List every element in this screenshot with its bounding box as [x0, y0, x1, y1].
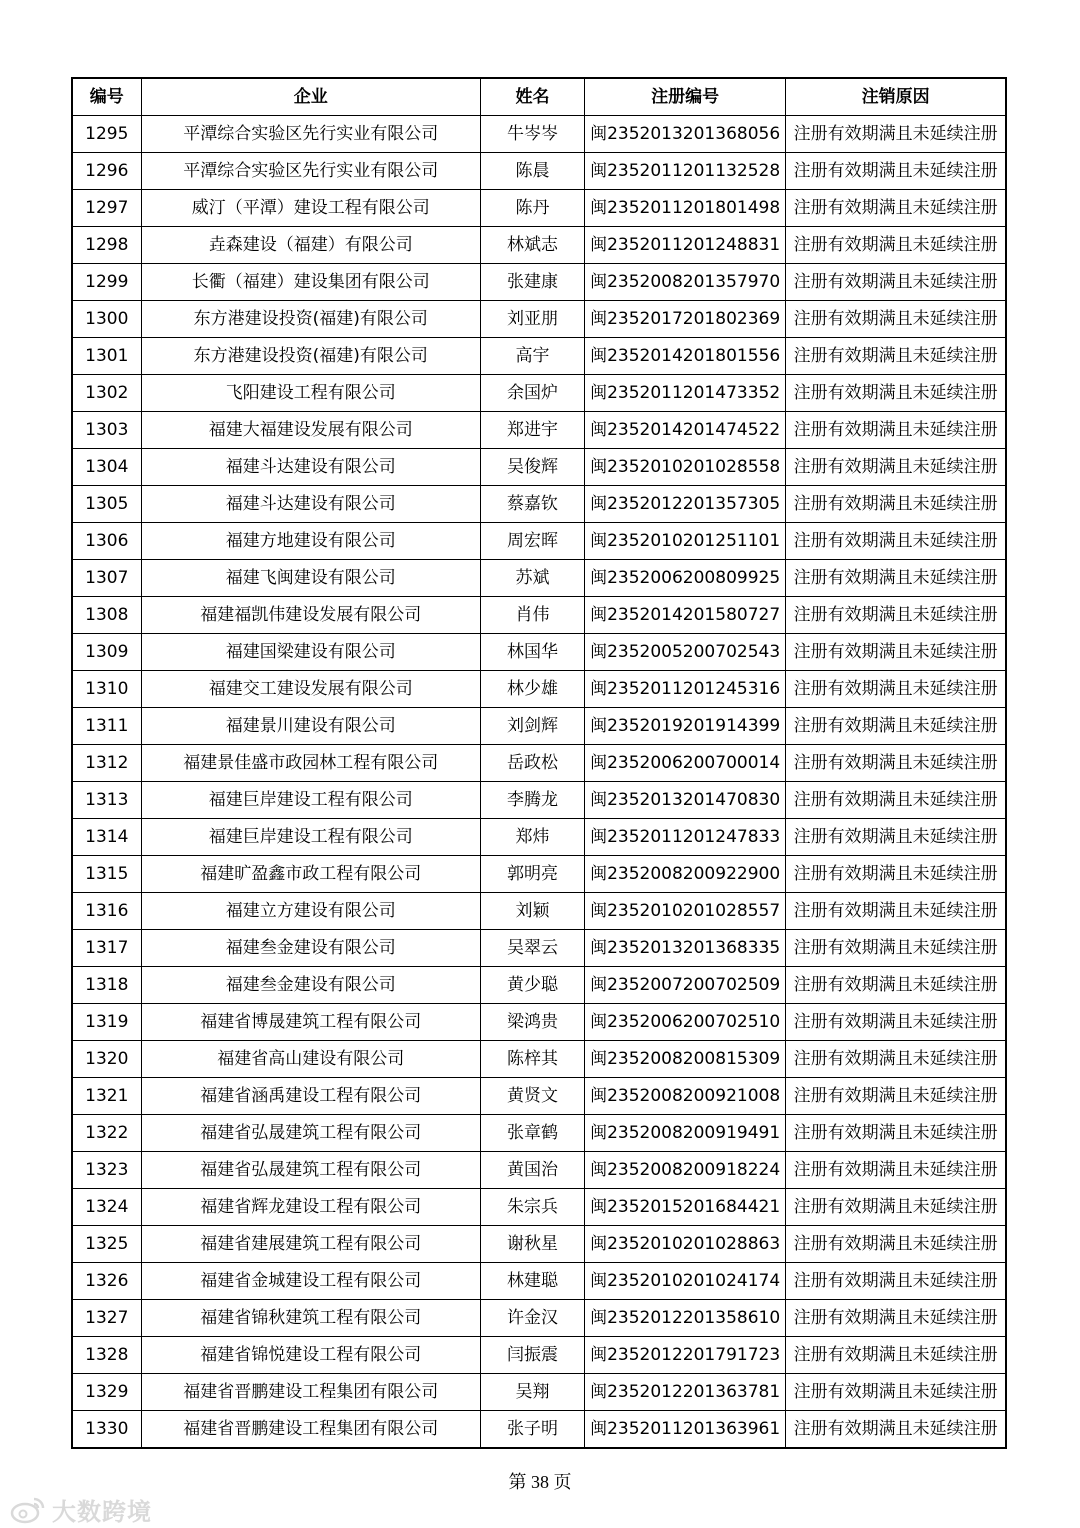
cell-registration-number: 闽2352014201580727 — [585, 597, 786, 634]
cell-number: 1296 — [72, 153, 141, 190]
cell-cancellation-reason: 注册有效期满且未延续注册 — [786, 116, 1006, 153]
cell-company: 福建巨岸建设工程有限公司 — [141, 819, 480, 856]
cell-company: 福建省建展建筑工程有限公司 — [141, 1226, 480, 1263]
cell-number: 1320 — [72, 1041, 141, 1078]
cell-cancellation-reason: 注册有效期满且未延续注册 — [786, 449, 1006, 486]
cell-number: 1326 — [72, 1263, 141, 1300]
cell-company: 福建省晋鹏建设工程集团有限公司 — [141, 1411, 480, 1449]
cell-company: 福建方地建设有限公司 — [141, 523, 480, 560]
table-row — [72, 227, 1006, 264]
cell-company: 福建省弘晟建筑工程有限公司 — [141, 1152, 480, 1189]
cell-number: 1304 — [72, 449, 141, 486]
cell-number: 1309 — [72, 634, 141, 671]
cell-cancellation-reason: 注册有效期满且未延续注册 — [786, 1115, 1006, 1152]
cell-cancellation-reason: 注册有效期满且未延续注册 — [786, 153, 1006, 190]
cell-registration-number: 闽2352008200918224 — [585, 1152, 786, 1189]
cell-cancellation-reason: 注册有效期满且未延续注册 — [786, 708, 1006, 745]
table-row — [72, 486, 1006, 523]
table-row — [72, 412, 1006, 449]
cell-number: 1324 — [72, 1189, 141, 1226]
cell-name: 刘亚朋 — [480, 301, 584, 338]
cell-name: 刘剑辉 — [480, 708, 584, 745]
table-row — [72, 597, 1006, 634]
weibo-icon — [10, 1496, 46, 1524]
cell-cancellation-reason: 注册有效期满且未延续注册 — [786, 1041, 1006, 1078]
table-row — [72, 1263, 1006, 1300]
cell-company: 平潭综合实验区先行实业有限公司 — [141, 116, 480, 153]
watermark — [10, 1492, 152, 1527]
table-row — [72, 819, 1006, 856]
cell-company: 福建叁金建设有限公司 — [141, 967, 480, 1004]
cell-company: 福建景佳盛市政园林工程有限公司 — [141, 745, 480, 782]
cell-company: 威汀（平潭）建设工程有限公司 — [141, 190, 480, 227]
cell-name: 李腾龙 — [480, 782, 584, 819]
cell-name: 林建聪 — [480, 1263, 584, 1300]
cell-name: 梁鸿贵 — [480, 1004, 584, 1041]
cell-number: 1312 — [72, 745, 141, 782]
cell-number: 1311 — [72, 708, 141, 745]
cell-name: 张子明 — [480, 1411, 584, 1449]
table-row — [72, 671, 1006, 708]
cell-registration-number: 闽2352011201245316 — [585, 671, 786, 708]
cell-registration-number: 闽2352012201363781 — [585, 1374, 786, 1411]
cell-number: 1328 — [72, 1337, 141, 1374]
cell-name: 吴翠云 — [480, 930, 584, 967]
cell-number: 1308 — [72, 597, 141, 634]
cell-name: 刘颖 — [480, 893, 584, 930]
cell-registration-number: 闽2352014201474522 — [585, 412, 786, 449]
cell-registration-number: 闽2352010201028863 — [585, 1226, 786, 1263]
table-row — [72, 893, 1006, 930]
cell-registration-number: 闽2352012201357305 — [585, 486, 786, 523]
cell-cancellation-reason: 注册有效期满且未延续注册 — [786, 412, 1006, 449]
table-row — [72, 1337, 1006, 1374]
cell-number: 1298 — [72, 227, 141, 264]
cell-name: 陈丹 — [480, 190, 584, 227]
table-row — [72, 1374, 1006, 1411]
cell-registration-number: 闽2352006200809925 — [585, 560, 786, 597]
cell-company: 平潭综合实验区先行实业有限公司 — [141, 153, 480, 190]
cell-cancellation-reason: 注册有效期满且未延续注册 — [786, 1411, 1006, 1449]
cell-registration-number: 闽2352011201363961 — [585, 1411, 786, 1449]
cell-name: 吴翔 — [480, 1374, 584, 1411]
cell-cancellation-reason: 注册有效期满且未延续注册 — [786, 1004, 1006, 1041]
table-row — [72, 1078, 1006, 1115]
cell-company: 福建大福建设发展有限公司 — [141, 412, 480, 449]
deregistration-table — [71, 77, 1007, 1449]
cell-cancellation-reason: 注册有效期满且未延续注册 — [786, 1152, 1006, 1189]
cell-registration-number: 闽2352008200919491 — [585, 1115, 786, 1152]
cell-registration-number: 闽2352010201028557 — [585, 893, 786, 930]
table-header — [72, 78, 1006, 116]
cell-cancellation-reason: 注册有效期满且未延续注册 — [786, 745, 1006, 782]
page-number: 第 38 页 — [508, 1472, 572, 1492]
cell-cancellation-reason: 注册有效期满且未延续注册 — [786, 301, 1006, 338]
cell-number: 1319 — [72, 1004, 141, 1041]
table-row — [72, 190, 1006, 227]
cell-company: 福建飞闽建设有限公司 — [141, 560, 480, 597]
cell-name: 周宏晖 — [480, 523, 584, 560]
cell-registration-number: 闽2352011201247833 — [585, 819, 786, 856]
cell-company: 福建省高山建设有限公司 — [141, 1041, 480, 1078]
cell-cancellation-reason: 注册有效期满且未延续注册 — [786, 782, 1006, 819]
cell-registration-number: 闽2352011201248831 — [585, 227, 786, 264]
cell-name: 牛岑岑 — [480, 116, 584, 153]
cell-name: 郑炜 — [480, 819, 584, 856]
table-row — [72, 338, 1006, 375]
cell-cancellation-reason: 注册有效期满且未延续注册 — [786, 1300, 1006, 1337]
header-company: 企业 — [141, 78, 480, 116]
cell-name: 陈晨 — [480, 153, 584, 190]
cell-registration-number: 闽2352010201028558 — [585, 449, 786, 486]
cell-name: 张章鹤 — [480, 1115, 584, 1152]
cell-number: 1313 — [72, 782, 141, 819]
table-row — [72, 1300, 1006, 1337]
cell-name: 余国炉 — [480, 375, 584, 412]
header-cancellation-reason: 注销原因 — [786, 78, 1006, 116]
table-row — [72, 634, 1006, 671]
cell-company: 东方港建设投资(福建)有限公司 — [141, 301, 480, 338]
cell-company: 东方港建设投资(福建)有限公司 — [141, 338, 480, 375]
cell-registration-number: 闽2352005200702543 — [585, 634, 786, 671]
cell-number: 1330 — [72, 1411, 141, 1449]
cell-number: 1307 — [72, 560, 141, 597]
cell-cancellation-reason: 注册有效期满且未延续注册 — [786, 227, 1006, 264]
table-row — [72, 301, 1006, 338]
cell-cancellation-reason: 注册有效期满且未延续注册 — [786, 1078, 1006, 1115]
cell-cancellation-reason: 注册有效期满且未延续注册 — [786, 523, 1006, 560]
table-row — [72, 967, 1006, 1004]
cell-registration-number: 闽2352014201801556 — [585, 338, 786, 375]
cell-registration-number: 闽2352010201024174 — [585, 1263, 786, 1300]
cell-number: 1301 — [72, 338, 141, 375]
cell-cancellation-reason: 注册有效期满且未延续注册 — [786, 856, 1006, 893]
cell-company: 长衢（福建）建设集团有限公司 — [141, 264, 480, 301]
cell-name: 张建康 — [480, 264, 584, 301]
cell-company: 福建省弘晟建筑工程有限公司 — [141, 1115, 480, 1152]
cell-cancellation-reason: 注册有效期满且未延续注册 — [786, 930, 1006, 967]
cell-company: 福建省金城建设工程有限公司 — [141, 1263, 480, 1300]
table-row — [72, 1189, 1006, 1226]
cell-cancellation-reason: 注册有效期满且未延续注册 — [786, 1374, 1006, 1411]
cell-name: 郭明亮 — [480, 856, 584, 893]
cell-number: 1303 — [72, 412, 141, 449]
cell-number: 1315 — [72, 856, 141, 893]
cell-cancellation-reason: 注册有效期满且未延续注册 — [786, 486, 1006, 523]
cell-registration-number: 闽2352015201684421 — [585, 1189, 786, 1226]
cell-name: 苏斌 — [480, 560, 584, 597]
header-number: 编号 — [72, 78, 141, 116]
table-row — [72, 264, 1006, 301]
table-row — [72, 1041, 1006, 1078]
cell-registration-number: 闽2352017201802369 — [585, 301, 786, 338]
table-row — [72, 856, 1006, 893]
cell-cancellation-reason: 注册有效期满且未延续注册 — [786, 967, 1006, 1004]
cell-name: 闫振震 — [480, 1337, 584, 1374]
cell-name: 郑进宇 — [480, 412, 584, 449]
cell-cancellation-reason: 注册有效期满且未延续注册 — [786, 671, 1006, 708]
cell-name: 林斌志 — [480, 227, 584, 264]
watermark-text: 大数跨境 — [52, 1498, 152, 1526]
cell-company: 福建斗达建设有限公司 — [141, 486, 480, 523]
cell-registration-number: 闽2352011201132528 — [585, 153, 786, 190]
cell-cancellation-reason: 注册有效期满且未延续注册 — [786, 338, 1006, 375]
table-row — [72, 1004, 1006, 1041]
cell-registration-number: 闽2352007200702509 — [585, 967, 786, 1004]
cell-number: 1302 — [72, 375, 141, 412]
header-registration-number: 注册编号 — [585, 78, 786, 116]
cell-company: 飞阳建设工程有限公司 — [141, 375, 480, 412]
cell-cancellation-reason: 注册有效期满且未延续注册 — [786, 375, 1006, 412]
cell-registration-number: 闽2352008200921008 — [585, 1078, 786, 1115]
cell-name: 谢秋星 — [480, 1226, 584, 1263]
cell-cancellation-reason: 注册有效期满且未延续注册 — [786, 1226, 1006, 1263]
table-row — [72, 1226, 1006, 1263]
cell-registration-number: 闽2352012201358610 — [585, 1300, 786, 1337]
cell-number: 1314 — [72, 819, 141, 856]
cell-name: 黄贤文 — [480, 1078, 584, 1115]
cell-registration-number: 闽2352011201473352 — [585, 375, 786, 412]
cell-number: 1327 — [72, 1300, 141, 1337]
table-row — [72, 930, 1006, 967]
cell-registration-number: 闽2352013201368056 — [585, 116, 786, 153]
header-row — [72, 78, 1006, 116]
cell-company: 福建景川建设有限公司 — [141, 708, 480, 745]
cell-number: 1306 — [72, 523, 141, 560]
cell-number: 1321 — [72, 1078, 141, 1115]
cell-number: 1318 — [72, 967, 141, 1004]
table-row — [72, 1152, 1006, 1189]
cell-number: 1305 — [72, 486, 141, 523]
cell-cancellation-reason: 注册有效期满且未延续注册 — [786, 190, 1006, 227]
cell-name: 林少雄 — [480, 671, 584, 708]
cell-company: 福建省晋鹏建设工程集团有限公司 — [141, 1374, 480, 1411]
cell-name: 高宇 — [480, 338, 584, 375]
table-row — [72, 153, 1006, 190]
table-row — [72, 708, 1006, 745]
table-row — [72, 1115, 1006, 1152]
header-name: 姓名 — [480, 78, 584, 116]
cell-cancellation-reason: 注册有效期满且未延续注册 — [786, 264, 1006, 301]
cell-cancellation-reason: 注册有效期满且未延续注册 — [786, 1189, 1006, 1226]
cell-number: 1300 — [72, 301, 141, 338]
cell-company: 福建立方建设有限公司 — [141, 893, 480, 930]
cell-company: 垚森建设（福建）有限公司 — [141, 227, 480, 264]
table-body — [72, 116, 1006, 1449]
table-row — [72, 560, 1006, 597]
cell-name: 黄国治 — [480, 1152, 584, 1189]
cell-company: 福建省辉龙建设工程有限公司 — [141, 1189, 480, 1226]
cell-name: 肖伟 — [480, 597, 584, 634]
cell-name: 吴俊辉 — [480, 449, 584, 486]
cell-cancellation-reason: 注册有效期满且未延续注册 — [786, 597, 1006, 634]
cell-company: 福建省博晟建筑工程有限公司 — [141, 1004, 480, 1041]
cell-cancellation-reason: 注册有效期满且未延续注册 — [786, 634, 1006, 671]
cell-registration-number: 闽2352012201791723 — [585, 1337, 786, 1374]
cell-company: 福建斗达建设有限公司 — [141, 449, 480, 486]
cell-number: 1310 — [72, 671, 141, 708]
cell-registration-number: 闽2352011201801498 — [585, 190, 786, 227]
cell-name: 朱宗兵 — [480, 1189, 584, 1226]
table-row — [72, 116, 1006, 153]
cell-name: 许金汉 — [480, 1300, 584, 1337]
table-row — [72, 523, 1006, 560]
cell-number: 1299 — [72, 264, 141, 301]
cell-company: 福建省锦秋建筑工程有限公司 — [141, 1300, 480, 1337]
cell-registration-number: 闽2352006200702510 — [585, 1004, 786, 1041]
cell-name: 蔡嘉钦 — [480, 486, 584, 523]
table-row — [72, 1411, 1006, 1449]
cell-company: 福建省涵禹建设工程有限公司 — [141, 1078, 480, 1115]
table-row — [72, 375, 1006, 412]
cell-name: 黄少聪 — [480, 967, 584, 1004]
cell-number: 1329 — [72, 1374, 141, 1411]
cell-company: 福建省锦悦建设工程有限公司 — [141, 1337, 480, 1374]
cell-company: 福建福凯伟建设发展有限公司 — [141, 597, 480, 634]
cell-registration-number: 闽2352013201368335 — [585, 930, 786, 967]
cell-cancellation-reason: 注册有效期满且未延续注册 — [786, 893, 1006, 930]
cell-registration-number: 闽2352010201251101 — [585, 523, 786, 560]
cell-number: 1316 — [72, 893, 141, 930]
cell-number: 1322 — [72, 1115, 141, 1152]
cell-registration-number: 闽2352006200700014 — [585, 745, 786, 782]
cell-number: 1295 — [72, 116, 141, 153]
cell-company: 福建叁金建设有限公司 — [141, 930, 480, 967]
cell-registration-number: 闽2352008200815309 — [585, 1041, 786, 1078]
cell-number: 1325 — [72, 1226, 141, 1263]
cell-company: 福建国梁建设有限公司 — [141, 634, 480, 671]
table-row — [72, 782, 1006, 819]
cell-name: 林国华 — [480, 634, 584, 671]
cell-registration-number: 闽2352019201914399 — [585, 708, 786, 745]
cell-registration-number: 闽2352008200922900 — [585, 856, 786, 893]
cell-cancellation-reason: 注册有效期满且未延续注册 — [786, 1263, 1006, 1300]
cell-company: 福建巨岸建设工程有限公司 — [141, 782, 480, 819]
cell-cancellation-reason: 注册有效期满且未延续注册 — [786, 819, 1006, 856]
cell-name: 陈梓其 — [480, 1041, 584, 1078]
table-row — [72, 745, 1006, 782]
table-row — [72, 449, 1006, 486]
cell-name: 岳政松 — [480, 745, 584, 782]
cell-registration-number: 闽2352008201357970 — [585, 264, 786, 301]
cell-number: 1323 — [72, 1152, 141, 1189]
cell-number: 1317 — [72, 930, 141, 967]
cell-registration-number: 闽2352013201470830 — [585, 782, 786, 819]
cell-company: 福建旷盈鑫市政工程有限公司 — [141, 856, 480, 893]
cell-number: 1297 — [72, 190, 141, 227]
cell-company: 福建交工建设发展有限公司 — [141, 671, 480, 708]
cell-cancellation-reason: 注册有效期满且未延续注册 — [786, 1337, 1006, 1374]
cell-cancellation-reason: 注册有效期满且未延续注册 — [786, 560, 1006, 597]
